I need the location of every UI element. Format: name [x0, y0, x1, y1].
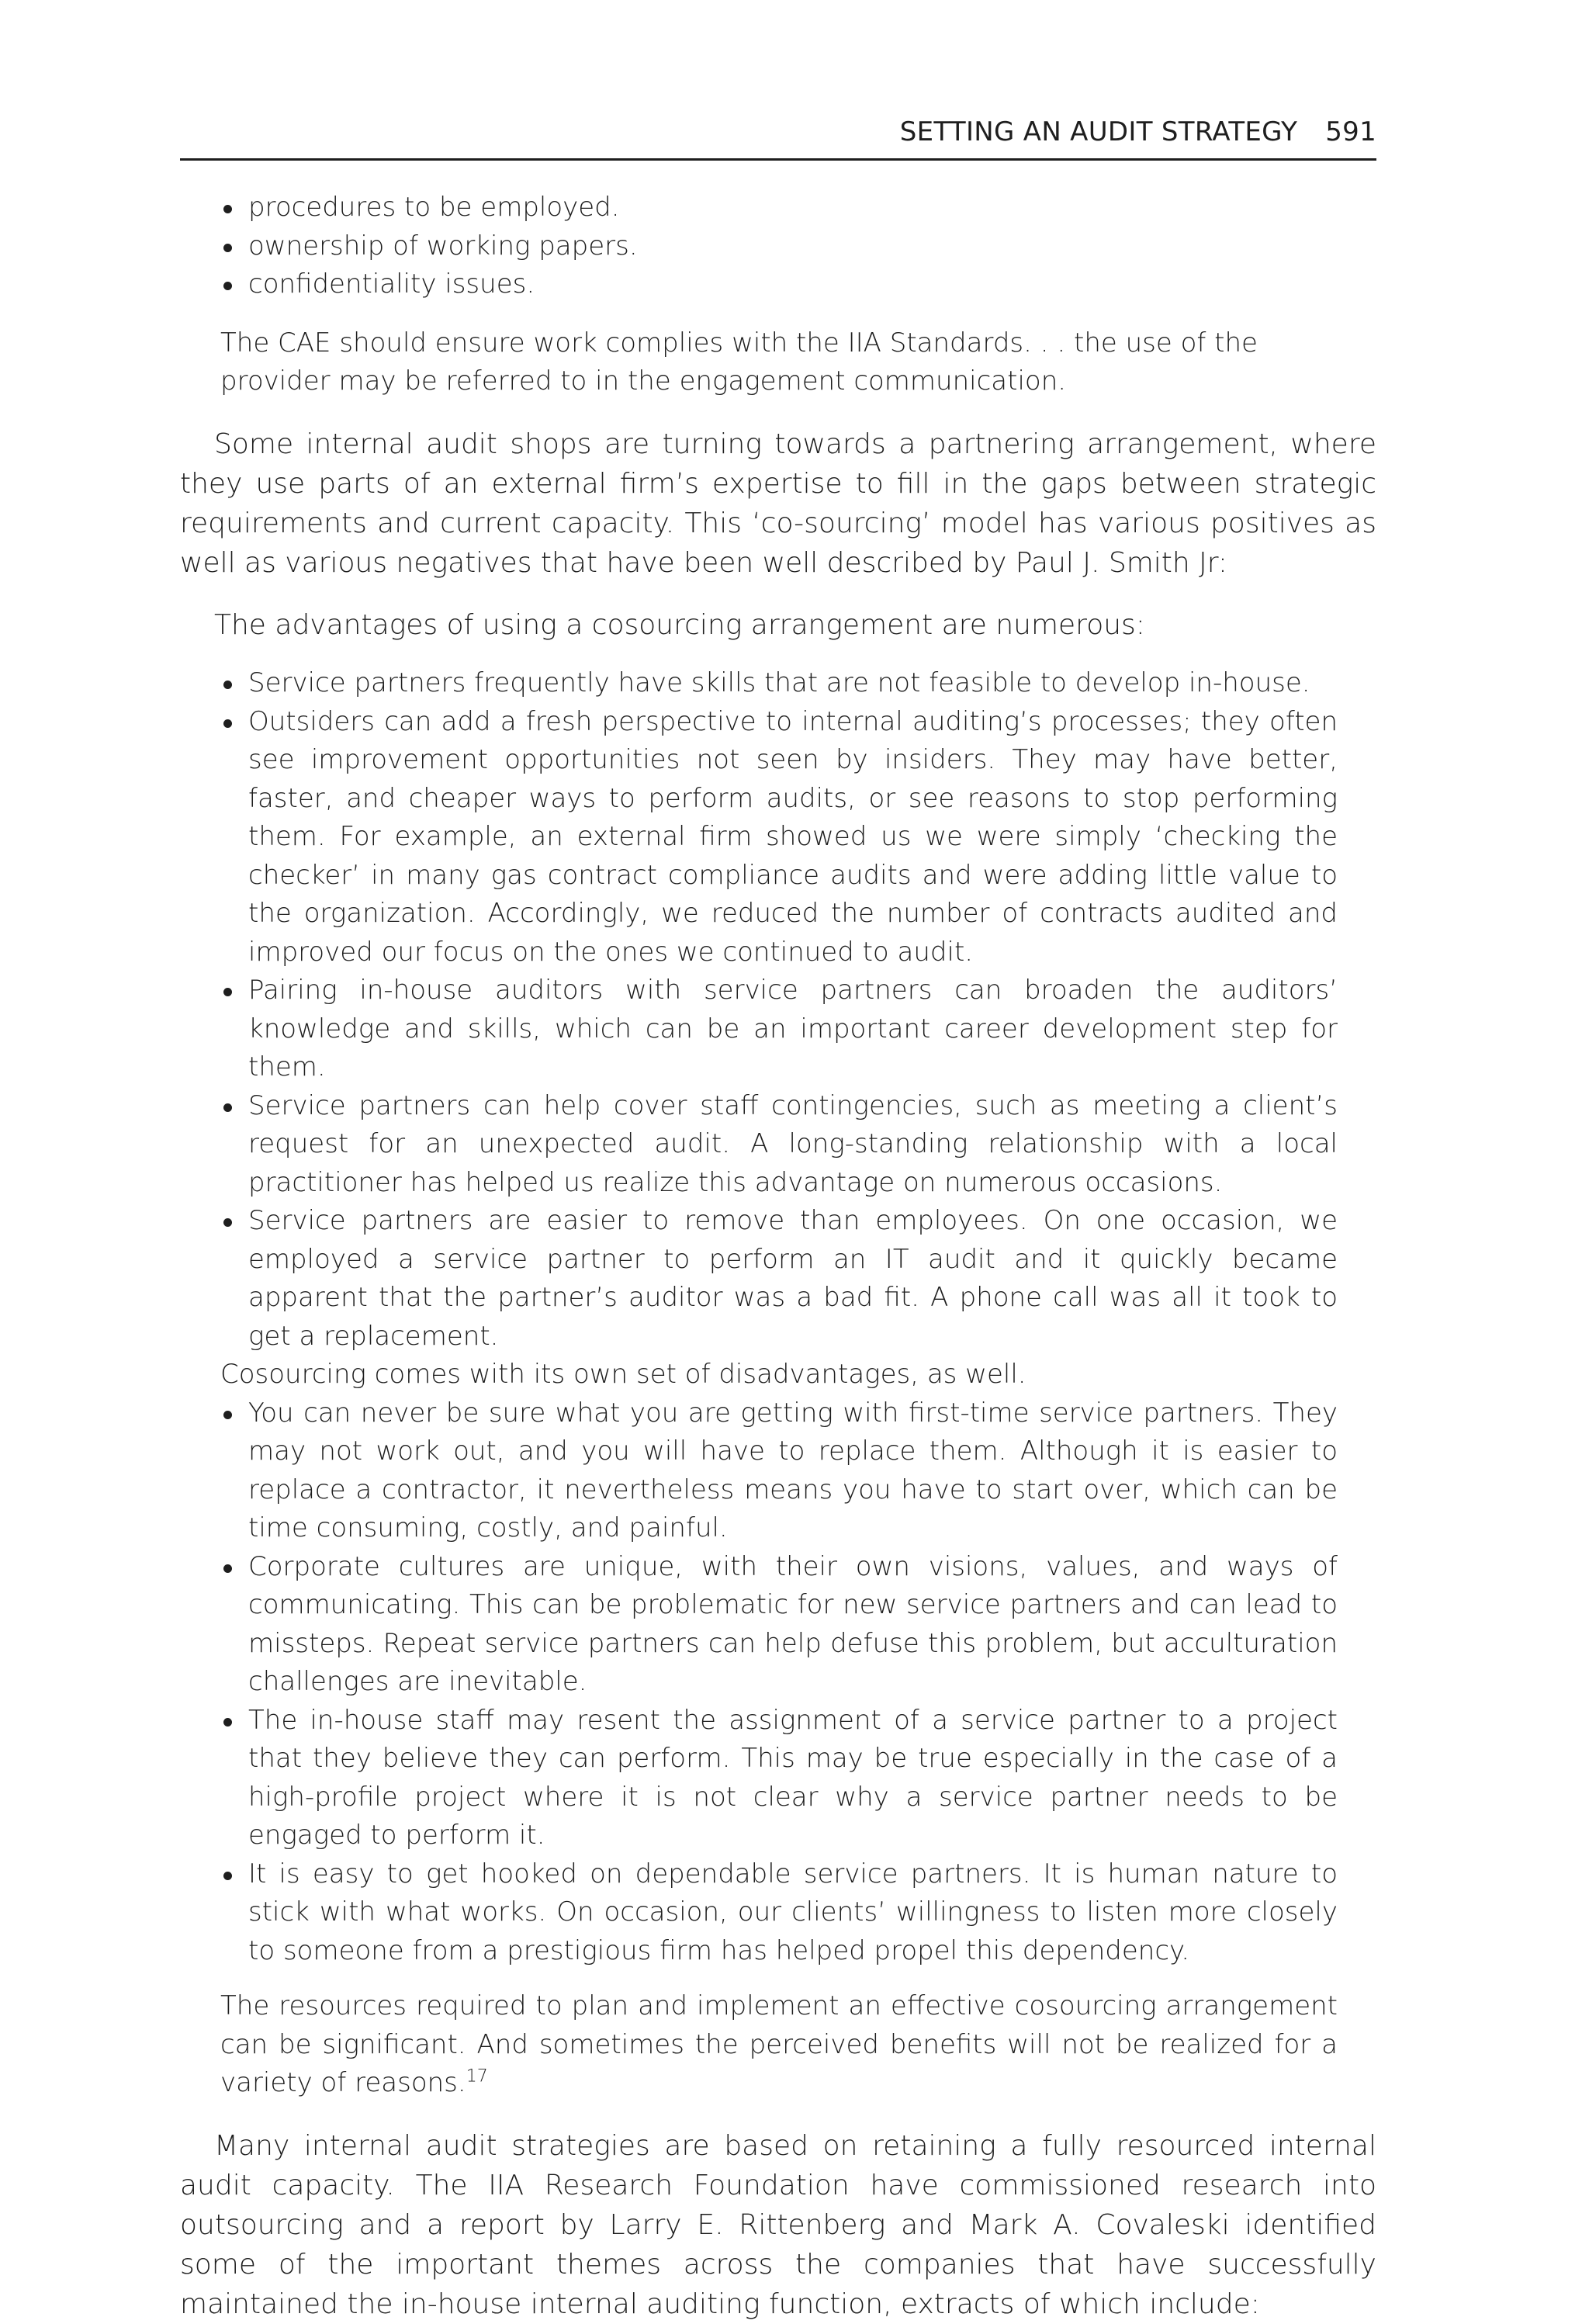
cosourcing-quote-block: [214, 606, 1338, 2103]
book-page: [180, 116, 1376, 2324]
quote-closing-paragraph: [220, 1987, 1338, 2103]
advantages-intro: The advantages of using a cosourcing arrangement are numerous:: [214, 608, 1145, 641]
list-item: Outsiders can add a fresh perspective to internal auditing’s processes; they often see improvement opportunities not seen by insiders. They may have better, faster, and cheaper ways to perform audits, or see reasons to stop performing them. For example, an external firm showed us we were simply ‘checking the checker’ in many gas contract compliance audits and were adding little value to the organization. Accordingly, we reduced the number of contracts audited and improved our focus on the ones we continued to audit.: [220, 703, 1338, 972]
disadvantages-list: [220, 1394, 1338, 1971]
body-paragraph: Many internal audit strategies are based on retaining a fully resourced internal audit capacity. The IIA Research Foundation have commissioned research into outsourcing and a report by Larry E. Rittenberg and Mark A. Covaleski identified some of the important themes across the companies that have successfully maintained the in-house internal auditing function, extracts of which include:: [180, 2129, 1376, 2320]
list-item: It is easy to get hooked on dependable service partners. It is human nature to stick with what works. On occasion, our clients’ willingness to listen more closely to someone from a prestigious firm has helped propel this dependency.: [220, 1855, 1338, 1971]
quote-closing-text: The resources required to plan and implement an effective cosourcing arrangement can be significant. And sometimes the perceived benefits will not be realized for a variety of reasons.: [220, 1990, 1338, 2098]
list-item: confidentiality issues.: [220, 265, 1338, 304]
list-item: Service partners frequently have skills that are not feasible to develop in-house.: [220, 664, 1338, 703]
running-title: SETTING AN AUDIT STRATEGY: [899, 116, 1298, 147]
top-bullet-list: [220, 189, 1338, 304]
list-item: Service partners can help cover staff contingencies, such as meeting a client’s request for an unexpected audit. A long-standing relationship with a local practitioner has helped us realize this advantage on numerous occasions.: [220, 1087, 1338, 1203]
list-item: Corporate cultures are unique, with their own visions, values, and ways of communicating. This can be problematic for new service partners and can lead to missteps. Repeat service partners can help defuse this problem, but acculturation challenges are inevitable.: [220, 1548, 1338, 1702]
disadvantages-intro: Cosourcing comes with its own set of disadvantages, as well.: [220, 1359, 1026, 1390]
list-item: You can never be sure what you are getting with first-time service partners. They may not work out, and you will have to replace them. Although it is easier to replace a contractor, it nevertheless means you have to start over, which can be time consuming, costly, and painful.: [220, 1394, 1338, 1548]
list-item: Service partners are easier to remove than employees. On one occasion, we employed a service partner to perform an IT audit and it quickly became apparent that the partner’s auditor was a bad fit. A phone call was all it took to get a replacement.: [220, 1202, 1338, 1356]
body-paragraph: Some internal audit shops are turning towards a partnering arrangement, where they use parts of an external firm’s expertise to fill in the gaps between strategic requirements and current capacity. This ‘co-sourcing’ model has various positives as well as various negatives that have been well described by Paul J. Smith Jr:: [180, 428, 1376, 579]
list-item: procedures to be employed.: [220, 189, 1338, 227]
footnote-marker: 17: [466, 2066, 488, 2087]
list-item: The in-house staff may resent the assignment of a service partner to a project that they believe they can perform. This may be true especially in the case of a high-profile project where it is not clear why a service partner needs to be engaged to perform it.: [220, 1702, 1338, 1855]
advantages-list: [220, 664, 1338, 1356]
page-number: 591: [1325, 116, 1376, 147]
list-item: Pairing in-house auditors with service partners can broaden the auditors’ knowledge and skills, which can be an important career development step for them.: [220, 972, 1338, 1087]
running-header: [180, 116, 1376, 161]
top-quote-block: [220, 189, 1338, 401]
quote-paragraph: The CAE should ensure work complies with the IIA Standards. . . the use of the provider may be referred to in the engagement communication.: [220, 327, 1258, 397]
list-item: ownership of working papers.: [220, 227, 1338, 266]
